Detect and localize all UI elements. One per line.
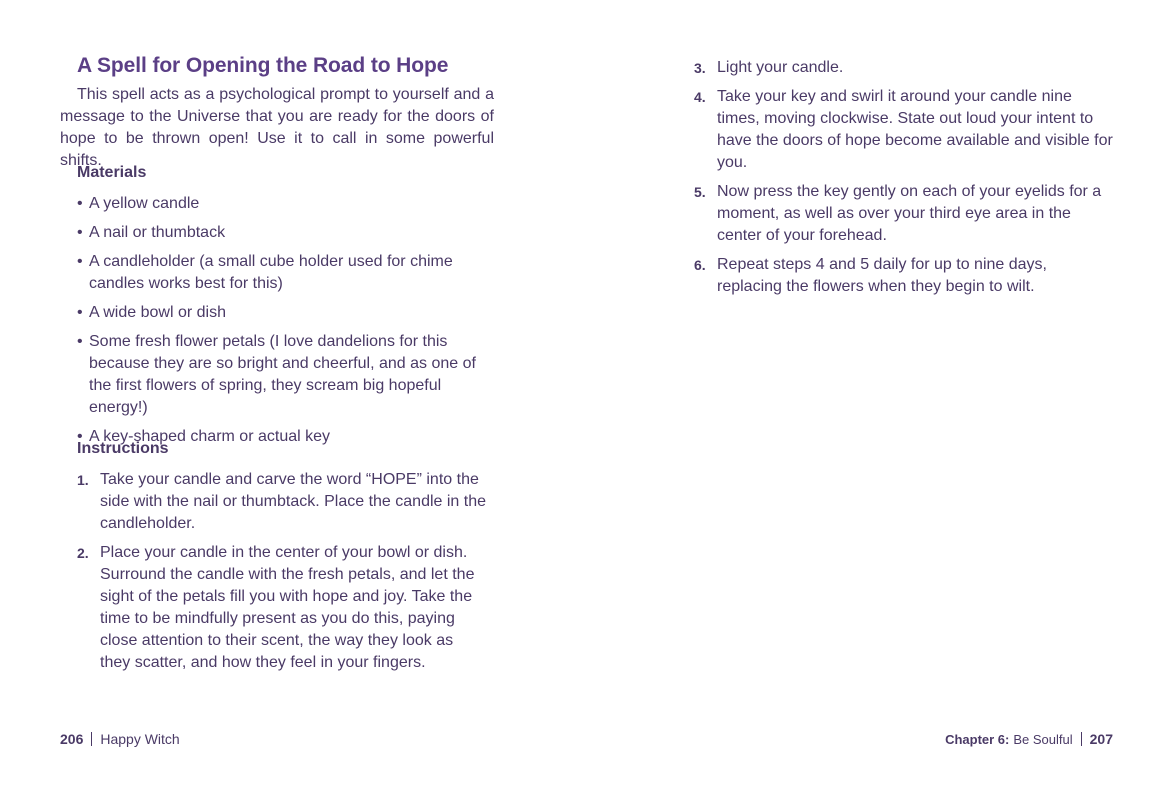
step-item [694,181,1114,247]
bullet-icon: • [77,224,83,241]
instructions-heading: Instructions [77,440,169,457]
left-footer [60,731,180,747]
page-number: 206 [60,731,84,747]
material-text: A candleholder (a small cube holder used for chime candles works best for this) [89,253,453,292]
bullet-icon: • [77,428,83,445]
step-number: 4. [694,89,706,105]
list-item [77,193,497,215]
bullet-icon: • [77,333,83,350]
list-item [77,222,497,244]
instructions-list-continued [694,57,1114,305]
step-text: Take your key and swirl it around your candle nine times, moving clockwise. State out loud your intent to have the doors of hope become available and visible for you. [717,88,1113,171]
left-page [0,0,586,800]
step-item [77,542,487,674]
page-number: 207 [1089,731,1113,747]
step-item [694,57,1114,79]
materials-list [77,193,497,455]
step-number: 3. [694,60,706,76]
list-item [77,251,497,295]
step-text: Now press the key gently on each of your eyelids for a moment, as well as over your third eye area in the center of your forehead. [717,183,1102,244]
bullet-icon: • [77,195,83,212]
step-number: 1. [77,472,89,488]
step-number: 5. [694,184,706,200]
material-text: A yellow candle [89,195,200,212]
chapter-label: Chapter 6: [945,731,1010,747]
material-text: Some fresh flower petals (I love dandelions for this because they are so bright and cheerful, and as one of the first flowers of spring, they scream big hopeful energy!) [89,333,476,416]
instructions-list [77,469,487,681]
right-footer [945,731,1113,747]
page-title: A Spell for Opening the Road to Hope [77,54,449,77]
material-text: A wide bowl or dish [89,304,226,321]
step-item [77,469,487,535]
footer-divider [91,732,92,746]
step-item [694,254,1114,298]
chapter-name: Be Soulful [1013,731,1073,747]
list-item [77,302,497,324]
step-text: Light your candle. [717,59,844,76]
bullet-icon: • [77,253,83,270]
step-number: 6. [694,257,706,273]
materials-heading: Materials [77,164,147,181]
material-text: A nail or thumbtack [89,224,226,241]
step-text: Place your candle in the center of your bowl or dish. Surround the candle with the fresh petals, and let the sight of the petals fill you with hope and joy. Take the time to be mindfully present as you do this, paying close attention to their scent, the way they look as they scatter, and how they feel in your fingers. [100,544,475,671]
footer-divider [1081,732,1082,746]
list-item [77,331,497,419]
right-page [586,0,1173,800]
step-text: Repeat steps 4 and 5 daily for up to nine days, replacing the flowers when they begin to wilt. [717,256,1047,295]
material-text: A key-shaped charm or actual key [89,428,331,445]
bullet-icon: • [77,304,83,321]
book-title: Happy Witch [100,731,180,747]
step-text: Take your candle and carve the word “HOPE” into the side with the nail or thumbtack. Place the candle in the candleholder. [100,471,486,532]
step-number: 2. [77,545,89,561]
step-item [694,86,1114,174]
intro-paragraph: This spell acts as a psychological prompt to yourself and a message to the Universe that you are ready for the doors of hope to be thrown open! Use it to call in some powerful shifts. [60,86,494,169]
